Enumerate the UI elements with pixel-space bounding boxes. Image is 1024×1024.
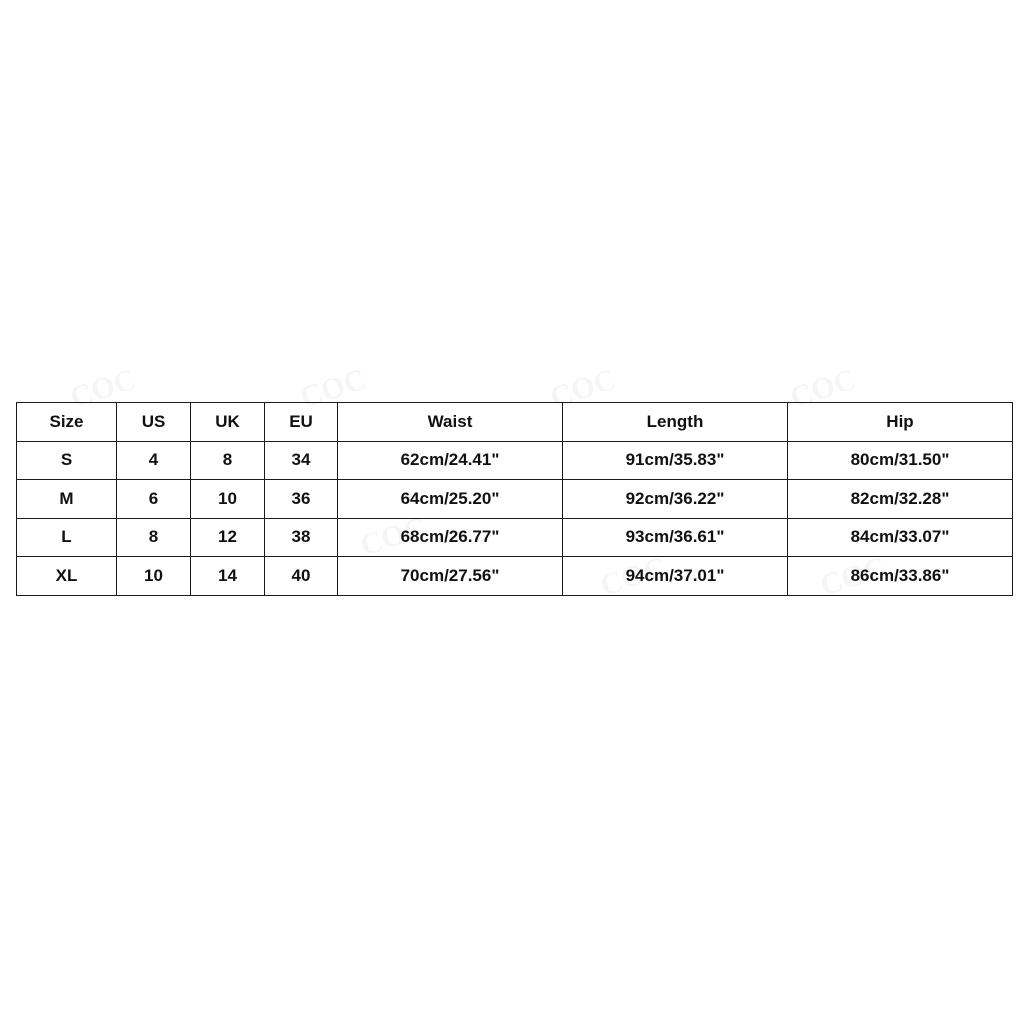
- header-us: US: [117, 403, 191, 442]
- cell-length: 91cm/35.83": [563, 441, 788, 480]
- cell-size: M: [17, 480, 117, 519]
- cell-uk: 12: [191, 518, 265, 557]
- cell-hip: 80cm/31.50": [788, 441, 1013, 480]
- cell-us: 6: [117, 480, 191, 519]
- cell-eu: 36: [265, 480, 338, 519]
- cell-waist: 64cm/25.20": [338, 480, 563, 519]
- table-row: [17, 480, 1013, 519]
- cell-uk: 14: [191, 557, 265, 596]
- table-row: [17, 518, 1013, 557]
- cell-eu: 38: [265, 518, 338, 557]
- cell-length: 92cm/36.22": [563, 480, 788, 519]
- cell-size: S: [17, 441, 117, 480]
- cell-eu: 40: [265, 557, 338, 596]
- header-waist: Waist: [338, 403, 563, 442]
- cell-uk: 8: [191, 441, 265, 480]
- cell-length: 94cm/37.01": [563, 557, 788, 596]
- header-row: [17, 403, 1013, 442]
- cell-hip: 84cm/33.07": [788, 518, 1013, 557]
- cell-waist: 68cm/26.77": [338, 518, 563, 557]
- cell-us: 8: [117, 518, 191, 557]
- table-row: [17, 557, 1013, 596]
- cell-eu: 34: [265, 441, 338, 480]
- size-chart-table: [16, 402, 1013, 596]
- cell-length: 93cm/36.61": [563, 518, 788, 557]
- header-hip: Hip: [788, 403, 1013, 442]
- cell-uk: 10: [191, 480, 265, 519]
- cell-waist: 62cm/24.41": [338, 441, 563, 480]
- header-eu: EU: [265, 403, 338, 442]
- table-row: [17, 441, 1013, 480]
- cell-hip: 82cm/32.28": [788, 480, 1013, 519]
- cell-size: L: [17, 518, 117, 557]
- header-size: Size: [17, 403, 117, 442]
- cell-waist: 70cm/27.56": [338, 557, 563, 596]
- cell-hip: 86cm/33.86": [788, 557, 1013, 596]
- cell-us: 4: [117, 441, 191, 480]
- header-length: Length: [563, 403, 788, 442]
- cell-us: 10: [117, 557, 191, 596]
- header-uk: UK: [191, 403, 265, 442]
- cell-size: XL: [17, 557, 117, 596]
